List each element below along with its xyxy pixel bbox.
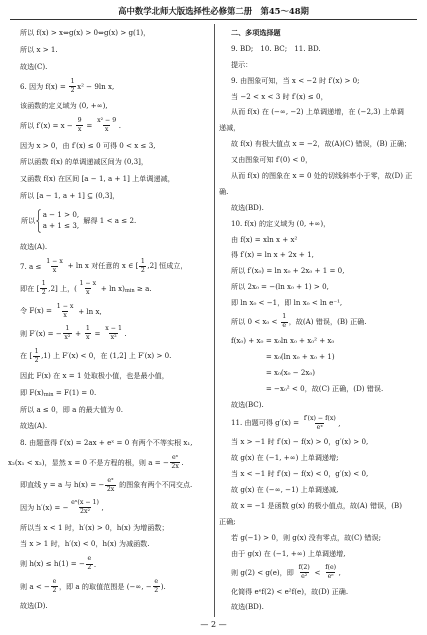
right-column: [219, 25, 421, 617]
text-run: 当 x > 1 时，h′(x) < 0，h(x) 为减函数.: [20, 539, 150, 549]
page-number: — 2 —: [200, 620, 227, 629]
fraction-numerator: 9: [77, 117, 82, 125]
text-line: [219, 546, 421, 562]
fraction-numerator: 1 − x: [56, 302, 74, 310]
fraction: [104, 325, 127, 342]
text-run: =: [84, 121, 95, 131]
text-run: 9. BD; 10. BC; 11. BD.: [231, 43, 321, 53]
paragraph: [219, 450, 421, 466]
text-run: 故选(A).: [20, 241, 48, 251]
text-line: [219, 152, 421, 168]
paragraph: [219, 311, 421, 333]
paragraph: [219, 584, 421, 600]
paragraph: [219, 295, 421, 311]
fraction-denominator: x: [104, 126, 109, 134]
left-column: [8, 25, 211, 617]
text-line: [8, 497, 211, 520]
paragraph: [219, 279, 421, 295]
text-run: 7. a ≤: [20, 261, 44, 271]
paragraph: [8, 418, 211, 435]
text-run: 化简得 eᵉf(2) < e²f(e)，故(D) 正确.: [231, 586, 349, 596]
text-run: 令 F(x) =: [20, 306, 55, 316]
text-line: [219, 25, 421, 41]
text-run: 由于 g(x) 在 (−1, +∞) 上单调递增,: [231, 548, 346, 558]
fraction-numerator: 1: [282, 313, 287, 321]
text-line: [219, 216, 421, 232]
text-run: ,1) 上 F′(x) < 0，在 (1,2] 上 F′(x) > 0.: [41, 351, 172, 361]
paragraph: [219, 482, 421, 498]
paragraph: [219, 333, 421, 397]
paragraph: [8, 75, 211, 98]
fraction-numerator: 1: [85, 325, 90, 333]
paragraph: [219, 41, 421, 57]
paragraph: [8, 300, 211, 323]
fraction-numerator: 1: [65, 325, 70, 333]
text-run: 所以: [21, 216, 36, 226]
fraction-numerator: eˣ: [107, 476, 114, 484]
text-run: 所以函数 f(x) 的单调递减区间为 (0,3]，: [20, 157, 148, 167]
fraction-numerator: 1: [34, 347, 39, 355]
text-run: 所以 f′(x) = x −: [20, 120, 76, 130]
paragraph: [8, 575, 211, 598]
fraction-numerator: e: [154, 577, 159, 585]
paragraph: [8, 59, 211, 76]
text-run: 8. 由题意得 f′(x) = 2ax + eˣ = 0 有两个不等实根 x₁,: [20, 438, 193, 448]
text-line: [219, 514, 421, 530]
text-line: [8, 255, 211, 278]
fraction: [297, 565, 311, 580]
text-run: 则 h(x) ≤ h(1) = −: [20, 559, 85, 568]
text-line: [8, 519, 211, 536]
text-run: 从而 f(x) 在 (−∞, −2) 上单调递增，在 (−2,3) 上单调: [231, 107, 405, 117]
paragraph: [219, 412, 421, 434]
text-run: 所以 2x₀ = −(ln x₀ + 1) > 0,: [231, 282, 329, 292]
text-run: 从而 f(x) 的图象在 x = 0 处的切线斜率小于零，故(D) 正: [231, 170, 413, 180]
paragraph: [8, 401, 211, 418]
text-line: [8, 154, 211, 171]
page-header: [0, 5, 427, 17]
paragraph: [8, 137, 211, 154]
fraction-denominator: 2x²: [80, 508, 90, 515]
inequality-system: [36, 209, 79, 233]
fraction: [139, 259, 146, 274]
paragraph: [219, 498, 421, 530]
text-line: [8, 25, 211, 42]
text-line: [8, 345, 211, 368]
text-run: 即直线 y = a 与 h(x) = −: [20, 480, 105, 490]
fraction: [40, 281, 47, 296]
text-run: 若 g(−1) > 0，则 g(x) 没有零点，故(C) 错误;: [231, 532, 381, 542]
text-run: = F(1) = 0.: [53, 388, 97, 398]
text-line: [219, 600, 421, 616]
text-run: +: [72, 329, 84, 339]
text-run: ,2] 上，(: [48, 283, 77, 293]
paragraph: [219, 232, 421, 248]
text-line: [8, 474, 211, 497]
fraction: [70, 499, 104, 515]
text-run: 正确;: [219, 516, 236, 526]
text-run: ).: [160, 582, 166, 591]
text-line: [219, 295, 421, 311]
text-run: ，即 a 的取值范围是 (−∞, −: [58, 581, 152, 591]
paragraph: [219, 136, 421, 152]
text-run: .: [93, 559, 97, 569]
fraction-denominator: 2: [41, 289, 46, 297]
text-line: [219, 466, 421, 482]
text-run: =: [92, 329, 103, 339]
text-line: [8, 42, 211, 59]
paragraph: [8, 98, 211, 115]
paragraph: [219, 152, 421, 168]
fraction-denominator: 2: [154, 586, 159, 594]
text-run: .: [181, 458, 184, 468]
paragraph: [219, 546, 421, 562]
text-line: [8, 75, 211, 98]
header-title: 高中数学北师大版选择性必修第二册 第45～48期: [118, 6, 309, 16]
system-row: a − 1 > 0,: [42, 210, 80, 220]
text-run: 11. 由题可得 g′(x) =: [231, 418, 302, 428]
fraction: [69, 79, 76, 94]
text-run: 所以 a ≤ 0，即 a 的最大值为 0.: [20, 404, 124, 414]
text-line: [219, 200, 421, 216]
fraction-numerator: 1: [140, 257, 145, 265]
fraction: [63, 326, 72, 341]
text-run: 提示：: [231, 59, 253, 69]
text-run: 因为 h′(x) = −: [20, 502, 69, 512]
fraction-denominator: x²: [110, 334, 117, 342]
paragraph: [8, 42, 211, 59]
equation-lhs: f(x₀) + x₀: [231, 336, 264, 346]
fraction: [55, 304, 75, 319]
text-run: 故选(C).: [20, 61, 48, 71]
text-run: 即在 [: [20, 283, 40, 293]
text-run: 即 F(x): [20, 387, 44, 397]
text-line: [8, 575, 211, 598]
equation-step: = x₀(x₀ − 2x₀): [265, 368, 316, 378]
text-line: [8, 418, 211, 435]
fraction-denominator: x²: [64, 334, 71, 342]
text-line: [8, 435, 211, 452]
fraction: [78, 281, 98, 296]
paragraph: [8, 115, 211, 138]
subscript: min: [124, 288, 135, 295]
text-line: [219, 57, 421, 73]
paragraph: [219, 562, 421, 584]
text-line: [219, 311, 421, 333]
text-run: + ln x,: [75, 306, 102, 316]
paragraph: [8, 519, 211, 536]
text-run: 递减，: [219, 123, 241, 133]
text-line: [219, 498, 421, 514]
text-line: [219, 184, 421, 200]
text-run: 又由图象可知 f′(0) < 0，: [231, 155, 313, 165]
fraction: [84, 326, 91, 341]
fraction-numerator: 1: [41, 280, 46, 288]
text-line: [219, 247, 421, 263]
paragraph: [8, 345, 211, 368]
paragraph: [8, 474, 211, 497]
paragraph: [219, 89, 421, 105]
text-run: 因为 x > 0，由 f′(x) ≤ 0 可得 0 < x ≤ 3,: [20, 140, 156, 150]
page-footer: [0, 620, 427, 629]
paragraph: [219, 263, 421, 279]
fraction-numerator: f(2): [298, 563, 310, 571]
text-line: [8, 401, 211, 418]
paragraph: [219, 73, 421, 89]
text-line: [8, 137, 211, 154]
fraction: [324, 565, 338, 580]
fraction: [302, 416, 337, 431]
fraction-denominator: 2: [87, 564, 92, 572]
fraction-denominator: x: [86, 289, 90, 297]
text-line: [8, 598, 211, 615]
text-run: 所以 0 < x₀ <: [231, 317, 280, 327]
text-run: 故选(BC).: [231, 399, 264, 409]
text-line: [8, 98, 211, 115]
text-line: [8, 300, 211, 323]
fraction-denominator: e: [282, 322, 287, 330]
paragraph: [8, 553, 211, 576]
paragraph: [8, 25, 211, 42]
fraction-denominator: x: [52, 266, 57, 274]
paragraph: [8, 278, 211, 301]
text-line: [219, 120, 421, 136]
paragraph: [219, 530, 421, 546]
text-line: [219, 41, 421, 57]
paragraph: [8, 204, 211, 238]
text-run: ,: [338, 568, 341, 578]
text-run: 得 f′(x) = ln x + 2x + 1,: [231, 250, 314, 260]
fraction-denominator: x: [77, 126, 82, 134]
text-run: 又函数 f(x) 在区间 [a − 1, a + 1] 上单调递减，: [20, 174, 175, 184]
text-line: [8, 115, 211, 138]
fraction-denominator: 2: [52, 586, 57, 594]
text-line: [8, 452, 211, 475]
paragraph: [8, 435, 211, 474]
text-run: 故 g(x) 在 (−1, +∞) 上单调递增;: [231, 453, 339, 463]
paragraph: [219, 247, 421, 263]
text-line: [219, 434, 421, 450]
text-line: [219, 584, 421, 600]
fraction-denominator: 2: [140, 266, 145, 274]
paragraph: [219, 200, 421, 216]
text-line: [219, 73, 421, 89]
text-line: [8, 278, 211, 301]
text-line: [219, 397, 421, 413]
paragraph: [219, 466, 421, 482]
text-run: 故选(BD).: [231, 202, 264, 212]
text-run: x₂(x₁ < x₂)，显然 x = 0 不是方程的根，则 a = −: [8, 457, 169, 467]
text-line: [219, 232, 421, 248]
fraction-numerator: e: [52, 577, 57, 585]
text-run: + ln x): [98, 284, 125, 294]
fraction-numerator: 1 − x: [79, 280, 97, 288]
paragraph: [219, 104, 421, 136]
fraction-denominator: eᵉ: [327, 572, 334, 580]
text-line: [9, 204, 136, 238]
text-line: [219, 104, 421, 120]
fraction: [76, 118, 83, 133]
fraction-denominator: e²: [301, 572, 308, 580]
text-run: ,2] 恒成立，: [147, 261, 188, 271]
subscript: min: [43, 392, 54, 399]
text-run: 当 x > −1 时 f′(x) − f(x) > 0，g′(x) > 0,: [231, 437, 369, 447]
paragraph: [219, 57, 421, 73]
section-heading: 二、多项选择题: [231, 27, 281, 37]
text-run: 故选(D).: [20, 601, 48, 611]
fraction-numerator: eˣ(x − 1): [71, 499, 99, 507]
paragraph: [8, 368, 211, 385]
fraction-denominator: eˣ: [316, 423, 323, 431]
text-run: ,: [338, 418, 341, 428]
paragraph: [8, 238, 211, 255]
fraction-numerator: 1: [70, 77, 75, 85]
text-run: 即 ln x₀ < −1，即 ln x₀ < ln e⁻¹,: [231, 298, 343, 308]
fraction-denominator: 2: [34, 356, 39, 364]
text-run: <: [312, 568, 323, 578]
text-run: 当 x < −1 时 f′(x) − f(x) < 0，g′(x) < 0,: [231, 469, 369, 479]
paragraph: [8, 171, 211, 188]
fraction: [45, 259, 65, 274]
text-run: 解得 1 < a ≤ 2.: [81, 216, 137, 226]
text-run: 故 f(x) 有极大值点 x = −2，故(A)(C) 错误，(B) 正确；: [231, 139, 412, 149]
text-line: [8, 59, 211, 76]
text-run: 9. 由图象可知，当 x < −2 时 f′(x) > 0;: [231, 75, 360, 85]
paragraph: [219, 25, 421, 41]
text-line: [219, 168, 421, 184]
text-line: [8, 238, 211, 255]
paragraph: [219, 600, 421, 616]
text-line: [8, 323, 211, 346]
text-run: ,: [101, 503, 104, 513]
text-line: [219, 530, 421, 546]
text-run: .: [118, 121, 121, 131]
text-run: 所以 f′(x₀) = ln x₀ + 2x₀ + 1 = 0,: [231, 266, 345, 276]
system-rows: [43, 210, 79, 232]
text-run: ，故(A) 错误，(B) 正确.: [288, 317, 367, 327]
paragraph: [8, 323, 211, 346]
fraction-numerator: x − 1: [105, 325, 122, 333]
equation-step: = x₀ln x₀ + x₀² + x₀: [265, 336, 335, 346]
fraction-numerator: f(e): [325, 563, 337, 571]
text-run: 当 −2 < x < 3 时 f′(x) ≤ 0，: [231, 91, 328, 101]
paragraph: [219, 168, 421, 200]
brace-symbol: [36, 209, 41, 233]
text-line: [219, 412, 421, 434]
text-line: [219, 263, 421, 279]
text-line: [219, 562, 421, 584]
fraction-denominator: 2: [70, 86, 75, 94]
text-line: [219, 136, 421, 152]
paragraph: [219, 434, 421, 450]
text-run: 由 f(x) = xln x + x²: [231, 234, 298, 244]
fraction-denominator: x: [63, 311, 67, 319]
text-line: [8, 368, 211, 385]
fraction: [33, 349, 40, 364]
text-run: .: [124, 329, 127, 339]
text-line: [8, 171, 211, 188]
fraction-denominator: 2x: [106, 485, 115, 493]
text-run: 故选(BD).: [231, 602, 264, 612]
fraction-numerator: e: [87, 555, 92, 563]
fraction: [96, 118, 118, 133]
text-line: [219, 89, 421, 105]
text-run: 6. 因为 f(x) =: [20, 81, 69, 91]
fraction: [153, 579, 160, 594]
text-run: 的图象有两个不同交点.: [116, 480, 193, 490]
paragraph: [8, 154, 211, 171]
text-run: 则 a < −: [20, 581, 50, 591]
text-run: 所以 [a − 1, a + 1] ⊆ (0,3]，: [20, 190, 120, 200]
paragraph: [8, 384, 211, 401]
text-run: 确.: [219, 186, 229, 196]
text-run: 所以当 x < 1 时，h′(x) > 0，h(x) 为增函数；: [20, 522, 169, 532]
text-run: 故 x = −1 是函数 g(x) 的极小值点，故(A) 错误，(B): [231, 500, 402, 510]
text-run: 因此 F(x) 在 x = 1 处取极小值，也是最小值，: [20, 371, 169, 381]
paragraph: [8, 536, 211, 553]
text-line: [8, 384, 211, 401]
fraction: [170, 455, 180, 470]
text-run: 所以 f(x) > x⇔g(x) > 0⇔g(x) > g(1)，: [20, 28, 151, 38]
fraction-denominator: x: [86, 334, 90, 342]
equation-step: = −x₀² < 0，故(C) 正确，(D) 错误.: [265, 383, 384, 393]
text-run: 则 F′(x) = −: [20, 328, 62, 338]
text-run: x² − 9ln x,: [77, 82, 115, 92]
equation-step: = x₀(ln x₀ + x₀ + 1): [265, 352, 335, 362]
fraction-numerator: f′(x) − f(x): [303, 414, 336, 422]
text-line: [8, 188, 211, 205]
text-run: ≥ a.: [134, 284, 152, 294]
system-row: a + 1 ≤ 3,: [42, 221, 80, 231]
text-run: 则 g(2) < g(e)，即: [231, 567, 297, 577]
text-run: 所以 x > 1.: [20, 45, 58, 55]
text-run: 故 g(x) 在 (−∞, −1) 上单调递减,: [231, 485, 339, 495]
text-run: 该函数的定义域为 (0, +∞),: [20, 101, 108, 111]
text-line: [219, 450, 421, 466]
text-line: [219, 482, 421, 498]
fraction-numerator: eˣ: [171, 454, 179, 462]
paragraph: [219, 397, 421, 413]
text-line: [8, 536, 211, 553]
fraction: [51, 579, 58, 594]
text-run: 故选(A).: [20, 421, 48, 431]
fraction: [105, 478, 115, 493]
text-run: 在 [: [20, 351, 33, 361]
text-line: [219, 279, 421, 295]
fraction: [86, 556, 93, 571]
fraction: [281, 314, 288, 329]
equation-chain: [219, 333, 421, 397]
paragraph: [8, 188, 211, 205]
fraction-numerator: 1 − x: [46, 257, 63, 265]
text-run: 10. f(x) 的定义域为 (0, +∞)，: [231, 218, 331, 228]
header-rule: [10, 19, 417, 20]
paragraph: [219, 216, 421, 232]
text-line: [8, 553, 211, 576]
text-run: + ln x 对任意的 x ∈ [: [65, 261, 139, 271]
fraction-denominator: 2x: [171, 463, 179, 470]
paragraph: [8, 497, 211, 520]
fraction-numerator: x² − 9: [97, 117, 117, 125]
column-divider: [214, 24, 215, 617]
paragraph: [8, 255, 211, 278]
paragraph: [8, 598, 211, 615]
